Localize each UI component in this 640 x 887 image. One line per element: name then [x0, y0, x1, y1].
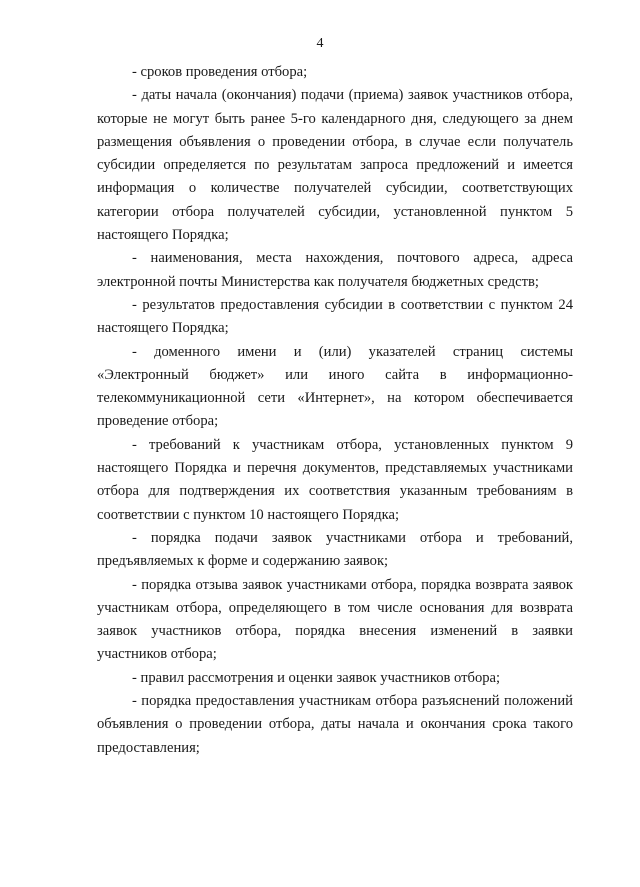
paragraph: - требований к участникам отбора, установленных пунктом 9 настоящего Порядка и перечня документов, представляемых участниками отбора для подтверждения их соответствия указанным требованиям в соответствии с пунктом 10 настоящего Порядка;	[97, 436, 573, 523]
paragraph: - порядка отзыва заявок участниками отбора, порядка возврата заявок участникам отбора, определяющего в том числе основания для возврата заявок участников отбора, порядка внесения изменений в заявки участников отбора;	[97, 576, 573, 663]
paragraph: - порядка предоставления участникам отбора разъяснений положений объявления о проведении отбора, даты начала и окончания срока такого предоставления;	[97, 693, 573, 756]
paragraph: - доменного имени и (или) указателей страниц системы «Электронный бюджет» или иного сайта в информационно-телекоммуникационной сети «Интернет», на котором обеспечивается проведение отбора;	[97, 343, 573, 430]
paragraph: - даты начала (окончания) подачи (приема) заявок участников отбора, которые не могут быть ранее 5-го календарного дня, следующего за днем размещения объявления о проведении отбора, в случае если получатель субсидии определяется по результатам запроса предложений и имеется информация о количестве получателей субсидии, соответствующих категории отбора получателей субсидии, установленной пунктом 5 настоящего Порядка;	[97, 87, 573, 244]
paragraph: - порядка подачи заявок участниками отбора и требований, предъявляемых к форме и содержанию заявок;	[97, 529, 573, 570]
paragraph: - наименования, места нахождения, почтового адреса, адреса электронной почты Министерства как получателя бюджетных средств;	[97, 250, 573, 290]
document-body	[97, 61, 573, 760]
page-number: 4	[316, 36, 324, 51]
paragraph: - сроков проведения отбора;	[132, 64, 308, 80]
paragraph: - правил рассмотрения и оценки заявок участников отбора;	[132, 669, 501, 686]
paragraph: - результатов предоставления субсидии в соответствии с пунктом 24 настоящего Порядка;	[97, 296, 573, 337]
